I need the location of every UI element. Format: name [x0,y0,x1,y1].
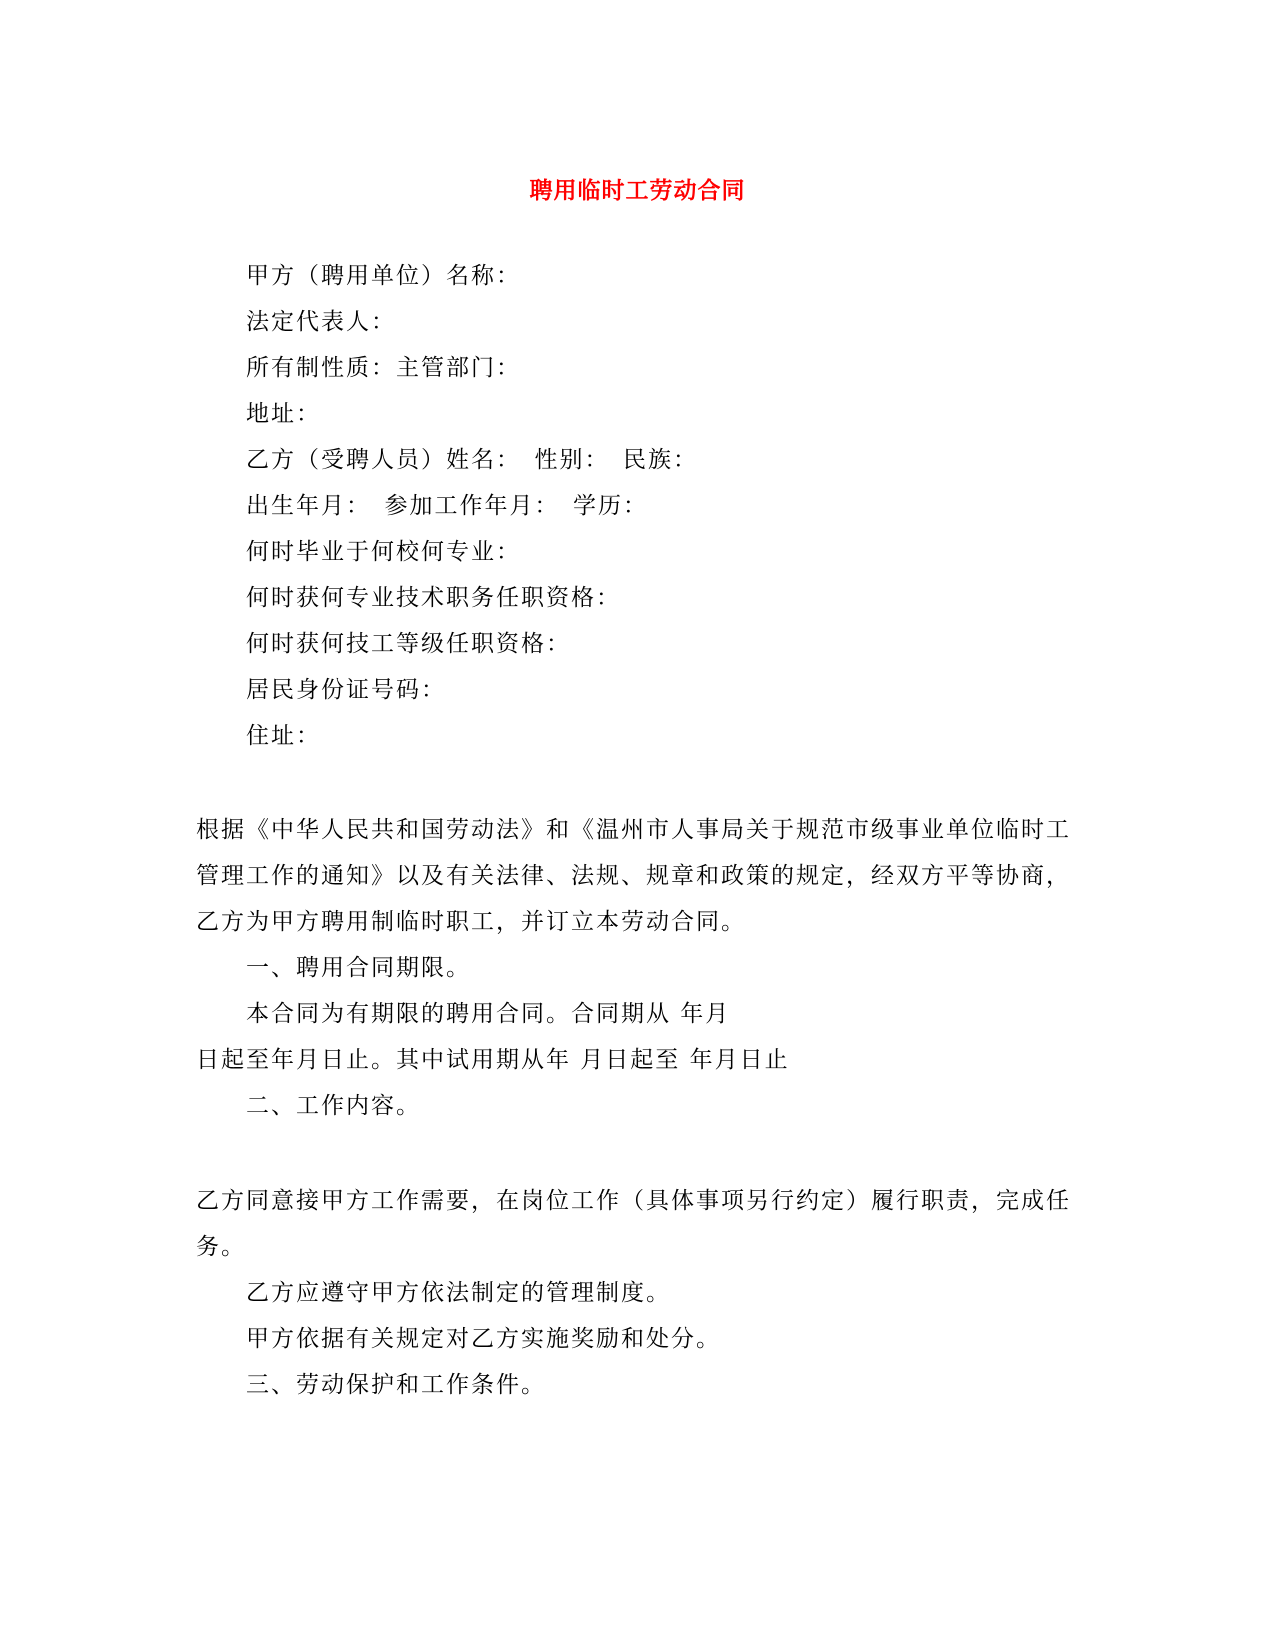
section-1-text-1: 本合同为有期限的聘用合同。合同期从 年月 [246,1001,731,1027]
preamble-line-2: 管理工作的通知》以及有关法律、法规、规章和政策的规定，经双方平等协商， [196,863,1071,889]
preamble-line-3: 乙方为甲方聘用制临时职工，并订立本劳动合同。 [196,909,746,935]
field-employee-name-gender-ethnicity: 乙方（受聘人员）姓名： 性别： 民族： [246,447,698,473]
field-ownership-department: 所有制性质：主管部门： [246,355,521,381]
section-3-heading: 三、劳动保护和工作条件。 [246,1372,546,1398]
field-employer-address: 地址： [246,401,321,427]
section-2-heading: 二、工作内容。 [246,1093,421,1119]
field-id-number: 居民身份证号码： [246,677,446,703]
field-employee-address: 住址： [246,723,321,749]
section-2-text-3: 乙方应遵守甲方依法制定的管理制度。 [246,1280,671,1306]
document-title: 聘用临时工劳动合同 [529,178,746,204]
field-professional-title: 何时获何专业技术职务任职资格： [246,585,621,611]
field-employer-name: 甲方（聘用单位）名称： [246,263,521,289]
field-technician-grade: 何时获何技工等级任职资格： [246,631,571,657]
section-2-text-4: 甲方依据有关规定对乙方实施奖励和处分。 [246,1326,721,1352]
field-legal-representative: 法定代表人： [246,309,396,335]
field-graduation: 何时毕业于何校何专业： [246,539,521,565]
section-2-text-2: 务。 [196,1234,246,1260]
section-1-heading: 一、聘用合同期限。 [246,955,471,981]
section-1-text-2: 日起至年月日止。其中试用期从年 月日起至 年月日止 [196,1047,790,1073]
section-2-text-1: 乙方同意接甲方工作需要，在岗位工作（具体事项另行约定）履行职责，完成任 [196,1188,1071,1214]
field-birth-work-education: 出生年月： 参加工作年月： 学历： [246,493,648,519]
preamble-line-1: 根据《中华人民共和国劳动法》和《温州市人事局关于规范市级事业单位临时工 [196,817,1071,843]
